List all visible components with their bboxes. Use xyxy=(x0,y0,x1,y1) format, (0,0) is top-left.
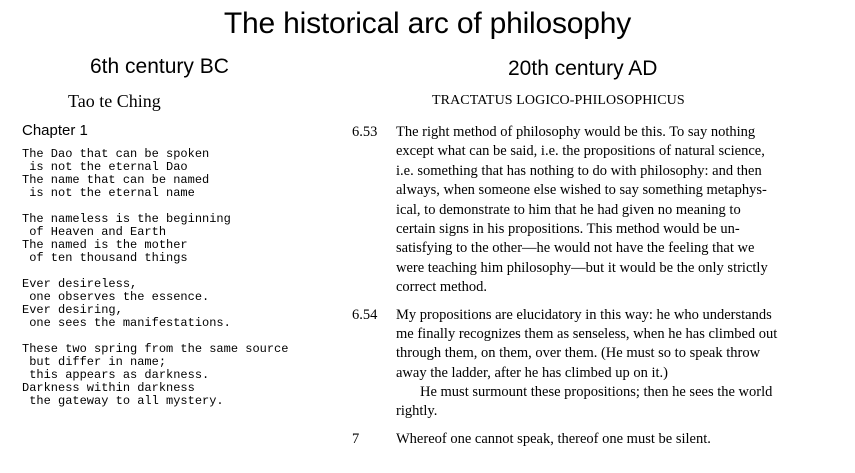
proposition-7 xyxy=(352,430,830,449)
poem-line: but differ in name; xyxy=(22,355,167,369)
proposition-line: away the ladder, after he has climbed up on it.) xyxy=(396,364,668,381)
proposition-line: certain signs in his propositions. This method would be un- xyxy=(396,220,740,237)
poem-line: Darkness within darkness xyxy=(22,381,195,395)
poem-stanza xyxy=(22,148,288,200)
poem-line: These two spring from the same source xyxy=(22,342,289,356)
proposition-number: 6.54 xyxy=(352,306,378,323)
proposition-line: Whereof one cannot speak, thereof one must be silent. xyxy=(396,430,711,447)
proposition-number: 6.53 xyxy=(352,124,378,140)
poem-stanza xyxy=(22,343,288,408)
poem-line: Ever desiring, xyxy=(22,303,123,317)
tao-te-ching-poem xyxy=(22,148,288,421)
tractatus-title: TRACTATUS LOGICO-PHILOSOPHICUS xyxy=(432,93,685,108)
tractatus-propositions xyxy=(352,123,830,457)
poem-stanza xyxy=(22,278,288,330)
poem-line: The name that can be named xyxy=(22,173,210,187)
proposition-line: i.e. something that has nothing to do with philosophy: and then xyxy=(396,162,762,179)
poem-line: is not the eternal name xyxy=(22,186,195,200)
proposition-line: He must surmount these propositions; then he sees the world xyxy=(420,384,773,401)
proposition-line: ical, to demonstrate to him that he had given no meaning to xyxy=(396,201,741,218)
proposition-number: 7 xyxy=(352,430,360,447)
proposition-line: always, when someone else wished to say something metaphys- xyxy=(396,182,767,199)
left-column-header: 6th century BC xyxy=(90,55,229,78)
poem-line: Ever desireless, xyxy=(22,277,138,291)
poem-line: the gateway to all mystery. xyxy=(22,394,224,408)
tao-te-ching-title: Tao te Ching xyxy=(68,91,161,111)
proposition-6-54 xyxy=(352,306,830,422)
proposition-line: through them, on them, over them. (He must so to speak throw xyxy=(396,345,761,362)
proposition-text xyxy=(396,430,830,449)
poem-line: The nameless is the beginning xyxy=(22,212,231,226)
right-column-header: 20th century AD xyxy=(508,57,658,80)
proposition-line: me finally recognizes them as senseless, when he has climbed out xyxy=(396,325,778,342)
poem-stanza xyxy=(22,213,288,265)
poem-line: one sees the manifestations. xyxy=(22,316,231,330)
page-title: The historical arc of philosophy xyxy=(223,7,632,40)
poem-line: The Dao that can be spoken xyxy=(22,147,210,161)
proposition-line: My propositions are elucidatory in this way: he who understands xyxy=(396,306,772,323)
poem-line: The named is the mother xyxy=(22,238,188,252)
poem-line: is not the eternal Dao xyxy=(22,160,188,174)
proposition-line: rightly. xyxy=(396,403,438,420)
proposition-line: The right method of philosophy would be this. To say nothing xyxy=(396,124,756,140)
proposition-line: correct method. xyxy=(396,279,487,296)
proposition-line: were teaching him philosophy—but it would be the only strictly xyxy=(396,259,768,276)
poem-line: one observes the essence. xyxy=(22,290,210,304)
poem-line: this appears as darkness. xyxy=(22,368,210,382)
proposition-line: satisfying to the other—he would not have the feeling that we xyxy=(396,240,755,257)
proposition-text xyxy=(396,306,830,422)
chapter-heading: Chapter 1 xyxy=(22,122,88,139)
proposition-6-53 xyxy=(352,123,830,298)
proposition-line: except what can be said, i.e. the propositions of natural science, xyxy=(396,143,765,160)
proposition-text xyxy=(396,123,830,298)
poem-line: of ten thousand things xyxy=(22,251,188,265)
poem-line: of Heaven and Earth xyxy=(22,225,167,239)
